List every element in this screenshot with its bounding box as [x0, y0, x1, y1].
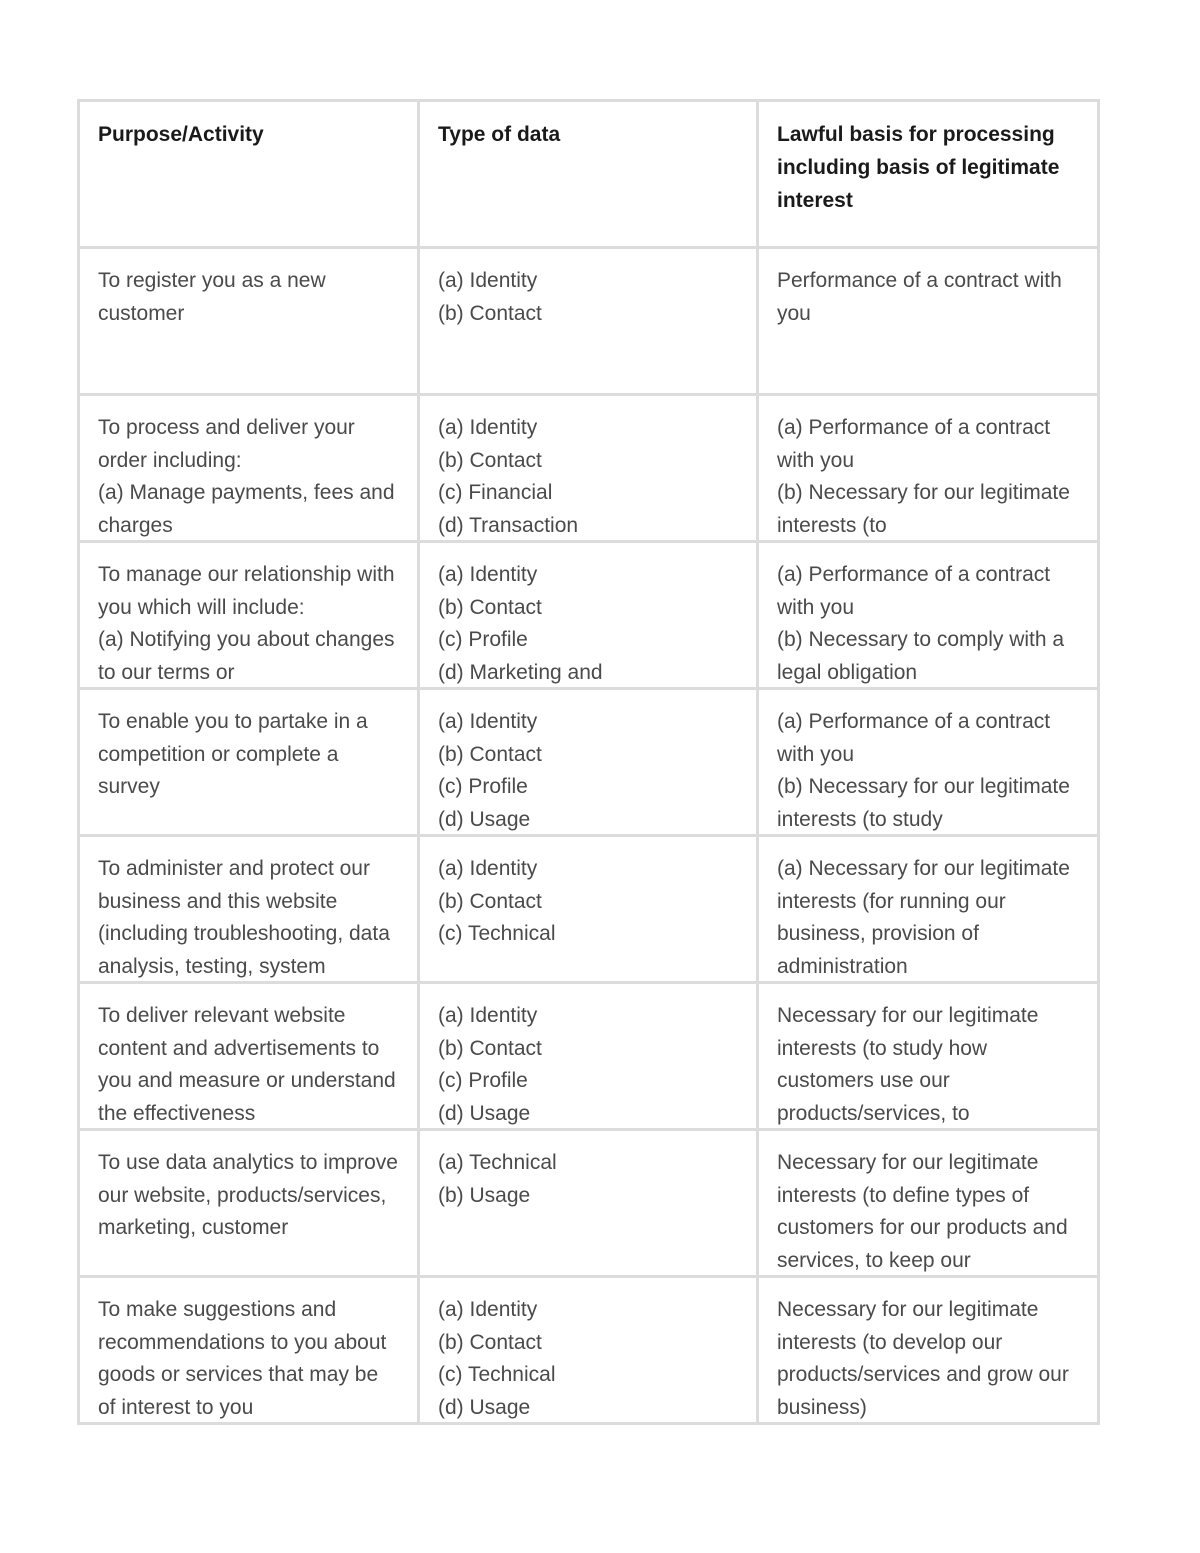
header-lawful-basis: Lawful basis for processing including basis of legitimate interest: [758, 101, 1099, 248]
purpose-text: To administer and protect our business and this website (including troubleshooting, data analysis, testing, system: [98, 857, 390, 978]
table-row: [79, 395, 1099, 542]
table-row: [79, 1277, 1099, 1424]
data-type-text: (a) Identity (b) Contact (c) Profile (d) Usage: [438, 1004, 542, 1125]
data-type-cell: [419, 1130, 758, 1277]
lawful-basis-cell: [758, 1277, 1099, 1424]
data-type-cell: [419, 983, 758, 1130]
data-type-cell: [419, 248, 758, 395]
purpose-text: To deliver relevant website content and advertisements to you and measure or understand the effectiveness: [98, 1004, 396, 1125]
purpose-text: To enable you to partake in a competition or complete a survey: [98, 710, 368, 798]
data-type-text: (a) Identity (b) Contact (c) Profile (d) Marketing and: [438, 563, 603, 684]
data-type-text: (a) Identity (b) Contact (c) Financial (d) Transaction: [438, 416, 579, 537]
data-type-cell: [419, 542, 758, 689]
purpose-cell: [79, 395, 419, 542]
purpose-text: To make suggestions and recommendations to you about goods or services that may be of interest to you: [98, 1298, 387, 1419]
purpose-cell: [79, 1130, 419, 1277]
lawful-basis-text: (a) Necessary for our legitimate interests (for running our business, provision of administration: [777, 857, 1070, 978]
lawful-basis-table: [77, 99, 1100, 1425]
data-type-cell: [419, 1277, 758, 1424]
data-type-text: (a) Identity (b) Contact (c) Profile (d) Usage: [438, 710, 542, 831]
data-type-cell: [419, 836, 758, 983]
lawful-basis-cell: [758, 836, 1099, 983]
data-type-text: (a) Technical (b) Usage: [438, 1151, 557, 1207]
lawful-basis-text: Necessary for our legitimate interests (to define types of customers for our products and services, to keep our: [777, 1151, 1068, 1272]
purpose-text: To use data analytics to improve our website, products/services, marketing, customer: [98, 1151, 398, 1239]
table-row: [79, 542, 1099, 689]
purpose-cell: [79, 689, 419, 836]
table-row: [79, 248, 1099, 395]
data-type-cell: [419, 395, 758, 542]
purpose-text: To process and deliver your order including: (a) Manage payments, fees and charges: [98, 416, 395, 537]
purpose-cell: [79, 983, 419, 1130]
lawful-basis-cell: [758, 395, 1099, 542]
header-purpose-activity: Purpose/Activity: [79, 101, 419, 248]
purpose-text: To register you as a new customer: [98, 269, 326, 325]
lawful-basis-text: Necessary for our legitimate interests (to study how customers use our products/services, to: [777, 1004, 1039, 1125]
lawful-basis-text: Performance of a contract with you: [777, 269, 1062, 325]
data-type-text: (a) Identity (b) Contact (c) Technical: [438, 857, 556, 945]
table-header-row: [79, 101, 1099, 248]
table-row: [79, 1130, 1099, 1277]
lawful-basis-text: (a) Performance of a contract with you (b) Necessary to comply with a legal obligation: [777, 563, 1065, 684]
purpose-cell: [79, 836, 419, 983]
lawful-basis-cell: [758, 689, 1099, 836]
table-row: [79, 689, 1099, 836]
lawful-basis-cell: [758, 983, 1099, 1130]
table-row: [79, 836, 1099, 983]
purpose-text: To manage our relationship with you which will include: (a) Notifying you about changes to our terms or: [98, 563, 395, 684]
data-type-text: (a) Identity (b) Contact (c) Technical (d) Usage: [438, 1298, 556, 1419]
lawful-basis-text: (a) Performance of a contract with you (b) Necessary for our legitimate interests (to study: [777, 710, 1070, 831]
purpose-cell: [79, 542, 419, 689]
data-type-text: (a) Identity (b) Contact: [438, 269, 542, 325]
data-type-cell: [419, 689, 758, 836]
lawful-basis-cell: [758, 1130, 1099, 1277]
table-row: [79, 983, 1099, 1130]
purpose-cell: [79, 248, 419, 395]
lawful-basis-cell: [758, 248, 1099, 395]
header-type-of-data: Type of data: [419, 101, 758, 248]
lawful-basis-text: (a) Performance of a contract with you (b) Necessary for our legitimate interests (to: [777, 416, 1070, 537]
purpose-cell: [79, 1277, 419, 1424]
lawful-basis-text: Necessary for our legitimate interests (to develop our products/services and grow our business): [777, 1298, 1069, 1419]
lawful-basis-cell: [758, 542, 1099, 689]
